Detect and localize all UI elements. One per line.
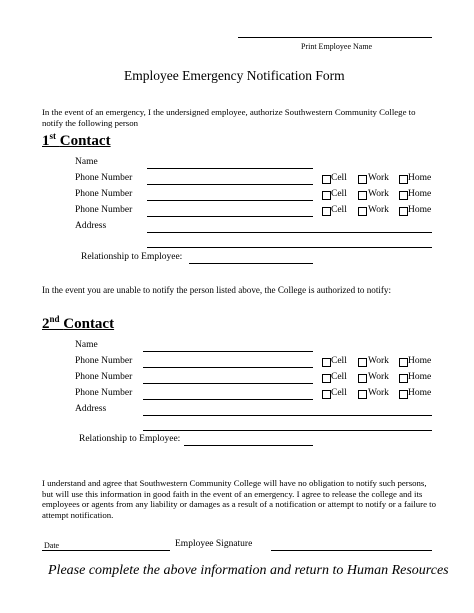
- c2-phone3-work-checkbox[interactable]: [358, 390, 367, 399]
- c2-phone2-cell-checkbox[interactable]: [322, 374, 331, 383]
- cell-label: Cell: [331, 205, 347, 215]
- home-label: Home: [408, 372, 432, 382]
- c2-phone1-label: Phone Number: [75, 356, 133, 366]
- c2-phone2-field[interactable]: [143, 383, 313, 384]
- c1-phone2-cell-checkbox[interactable]: [322, 191, 331, 200]
- print-name-label: Print Employee Name: [301, 42, 373, 51]
- unable-text: In the event you are unable to notify the person listed above, the College is authorized to notify:: [42, 285, 392, 295]
- footer-instruction: Please complete the above information and return to Human Resources: [48, 563, 449, 578]
- second-contact-heading: 2nd Contact: [42, 314, 115, 332]
- c2-phone1-field[interactable]: [143, 367, 313, 368]
- c1-phone3-work-checkbox[interactable]: [358, 207, 367, 216]
- c1-phone1-cell-checkbox[interactable]: [322, 175, 331, 184]
- c1-relationship-label: Relationship to Employee:: [81, 252, 183, 262]
- c1-phone1-home-checkbox[interactable]: [399, 175, 408, 184]
- signature-field[interactable]: [271, 550, 432, 551]
- c2-address-field-2[interactable]: [143, 430, 432, 431]
- first-contact-heading: 1st Contact: [42, 131, 111, 149]
- c1-phone3-label: Phone Number: [75, 205, 133, 215]
- c1-phone3-cell-checkbox[interactable]: [322, 207, 331, 216]
- c1-relationship-field[interactable]: [189, 263, 313, 264]
- c1-address-label: Address: [75, 221, 107, 231]
- c2-address-label: Address: [75, 404, 107, 414]
- c2-phone1-home-checkbox[interactable]: [399, 358, 408, 367]
- work-label: Work: [368, 205, 389, 215]
- home-label: Home: [408, 205, 432, 215]
- c2-phone2-work-checkbox[interactable]: [358, 374, 367, 383]
- c2-phone2-label: Phone Number: [75, 372, 133, 382]
- c1-name-field[interactable]: [147, 168, 313, 169]
- c2-relationship-field[interactable]: [184, 445, 313, 446]
- c1-phone1-work-checkbox[interactable]: [358, 175, 367, 184]
- work-label: Work: [368, 189, 389, 199]
- c2-phone1-cell-checkbox[interactable]: [322, 358, 331, 367]
- c1-phone2-work-checkbox[interactable]: [358, 191, 367, 200]
- cell-label: Cell: [331, 189, 347, 199]
- c2-phone3-cell-checkbox[interactable]: [322, 390, 331, 399]
- c2-name-label: Name: [75, 340, 98, 350]
- c2-name-field[interactable]: [143, 351, 313, 352]
- c1-address-field-2[interactable]: [147, 247, 432, 248]
- employee-signature-label: Employee Signature: [175, 539, 253, 549]
- intro-text: In the event of an emergency, I the undersigned employee, authorize Southwestern Community College to notify the following person: [42, 107, 416, 128]
- date-label: Date: [44, 541, 60, 550]
- c2-address-field-1[interactable]: [143, 415, 432, 416]
- print-name-line[interactable]: [238, 37, 432, 38]
- c2-relationship-label: Relationship to Employee:: [79, 434, 181, 444]
- c1-phone1-label: Phone Number: [75, 173, 133, 183]
- cell-label: Cell: [331, 173, 347, 183]
- c2-phone3-field[interactable]: [143, 399, 313, 400]
- home-label: Home: [408, 189, 432, 199]
- agreement-text: I understand and agree that Southwestern Community College will have no obligation to notify such persons, but will use this information in good faith in the event of an emergency. I agree to release the college and its employees or agents from any liability or damages as a result of a notification or attempt to notify or a failure to attempt notification.: [42, 478, 437, 520]
- date-field[interactable]: [42, 550, 170, 551]
- cell-label: Cell: [331, 372, 347, 382]
- work-label: Work: [368, 356, 389, 366]
- c2-phone3-home-checkbox[interactable]: [399, 390, 408, 399]
- c1-phone2-home-checkbox[interactable]: [399, 191, 408, 200]
- c2-phone2-home-checkbox[interactable]: [399, 374, 408, 383]
- c1-phone3-field[interactable]: [147, 216, 313, 217]
- home-label: Home: [408, 388, 432, 398]
- c2-phone1-work-checkbox[interactable]: [358, 358, 367, 367]
- cell-label: Cell: [331, 388, 347, 398]
- work-label: Work: [368, 388, 389, 398]
- c1-phone2-label: Phone Number: [75, 189, 133, 199]
- home-label: Home: [408, 173, 432, 183]
- work-label: Work: [368, 372, 389, 382]
- c1-name-label: Name: [75, 157, 98, 167]
- c2-phone3-label: Phone Number: [75, 388, 133, 398]
- c1-phone2-field[interactable]: [147, 200, 313, 201]
- form-title: Employee Emergency Notification Form: [124, 68, 345, 83]
- home-label: Home: [408, 356, 432, 366]
- c1-phone3-home-checkbox[interactable]: [399, 207, 408, 216]
- work-label: Work: [368, 173, 389, 183]
- cell-label: Cell: [331, 356, 347, 366]
- c1-phone1-field[interactable]: [147, 184, 313, 185]
- c1-address-field-1[interactable]: [147, 232, 432, 233]
